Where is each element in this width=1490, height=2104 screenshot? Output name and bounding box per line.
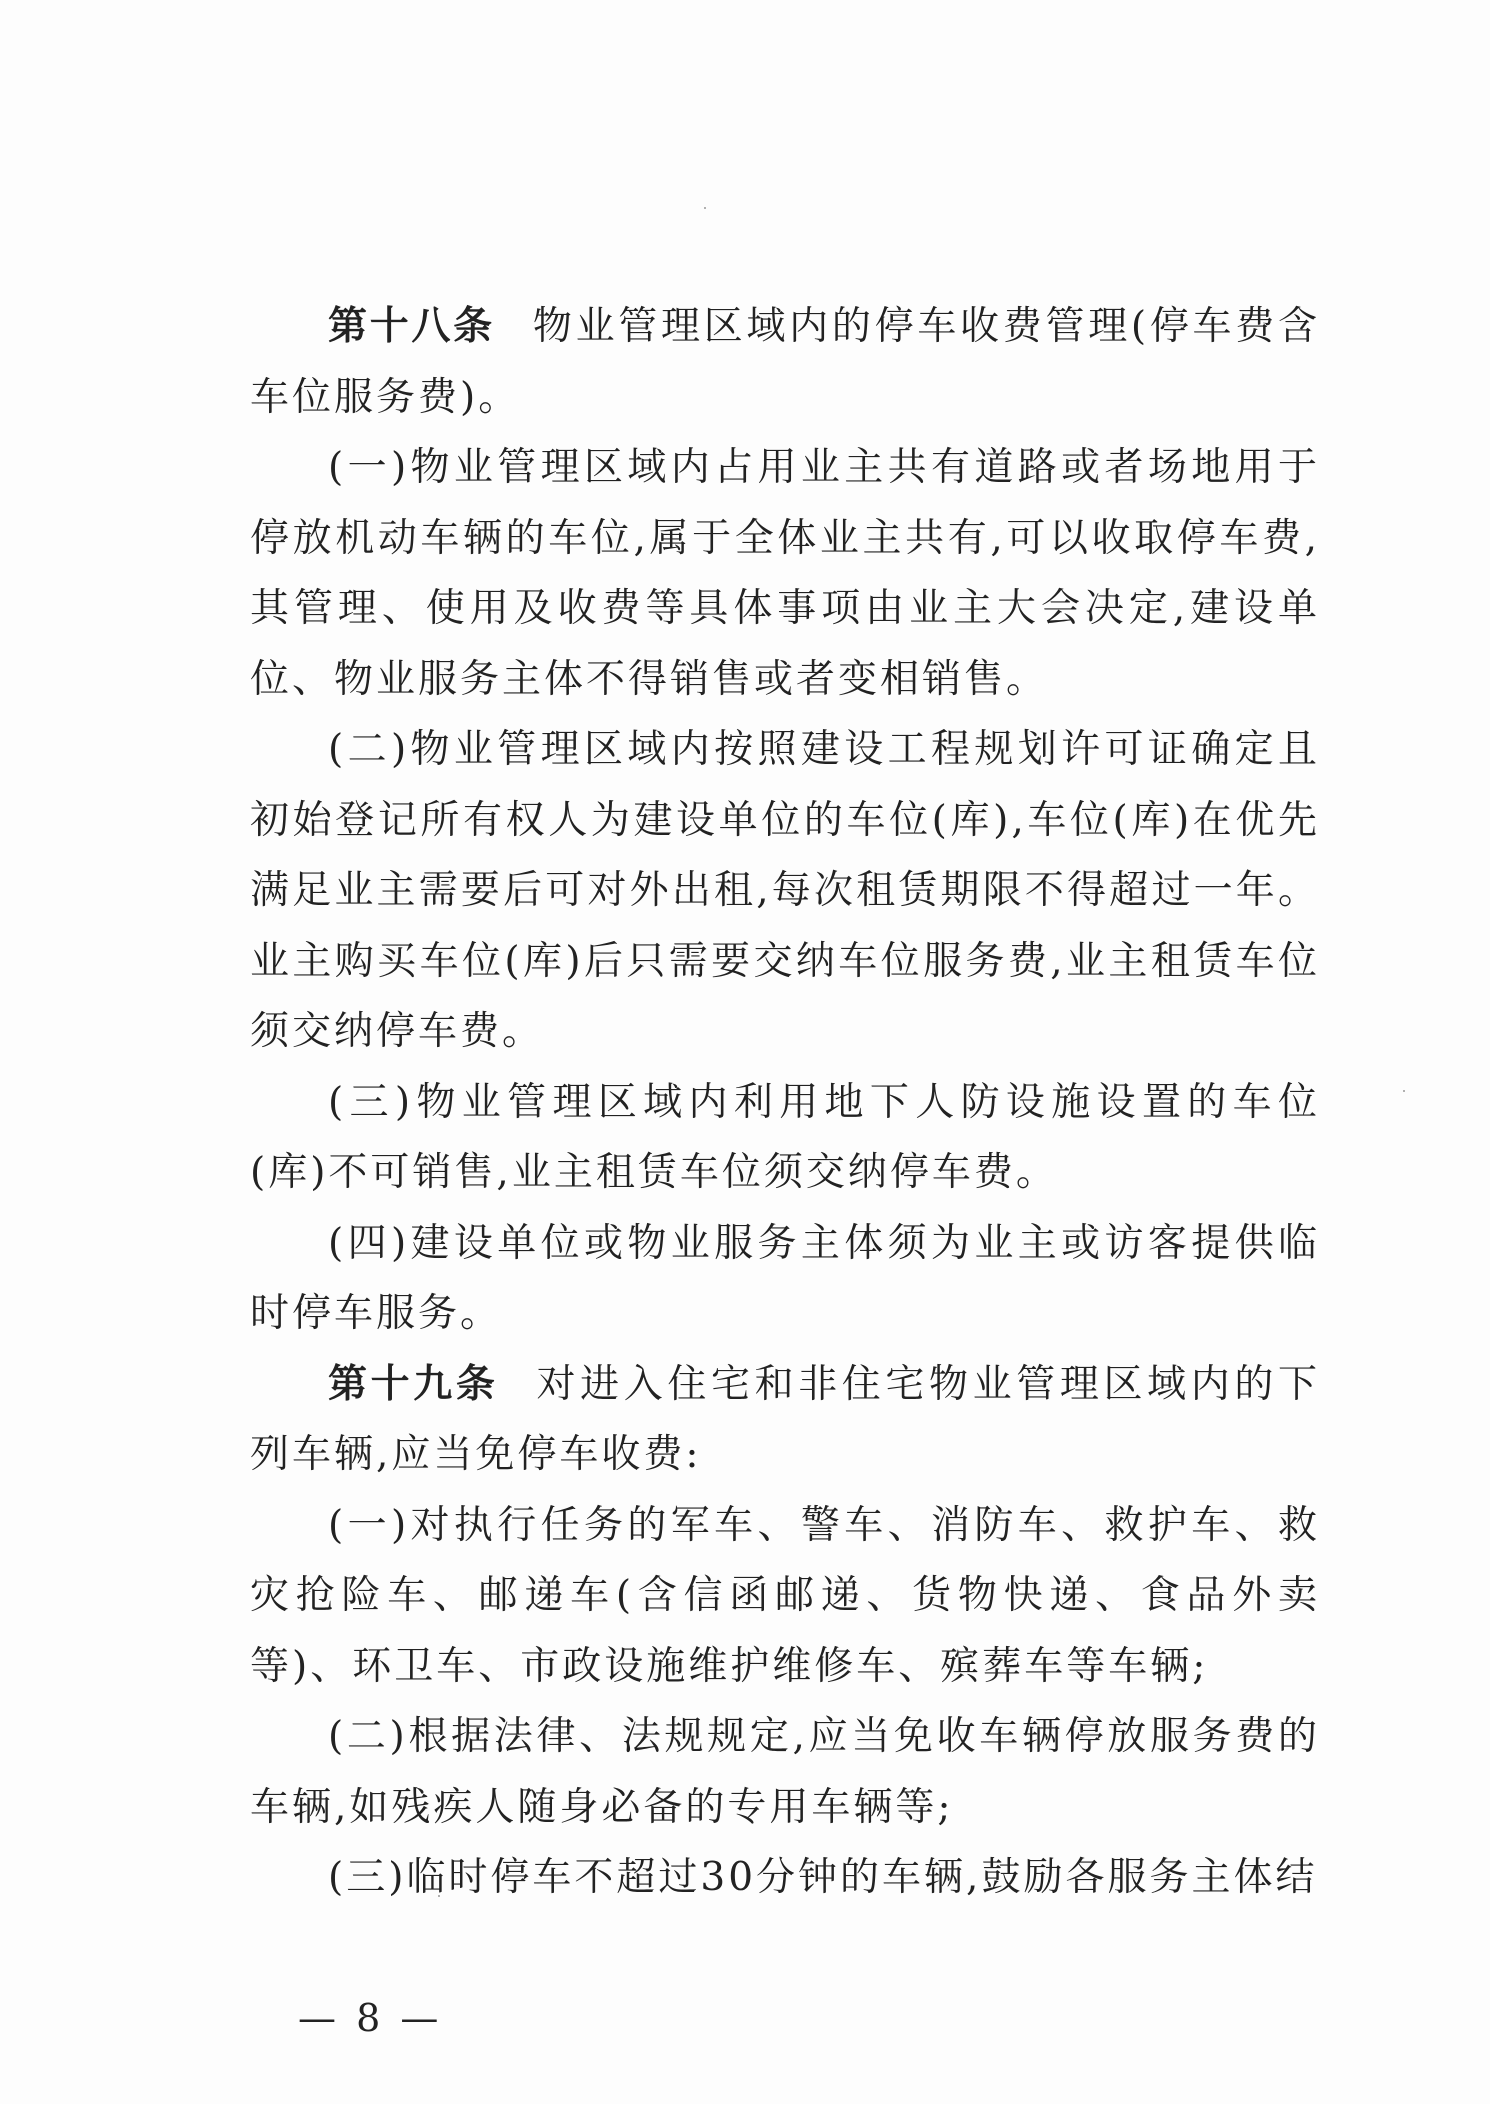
- article-19-item-2: (二)根据法律、法规规定,应当免收车辆停放服务费的车辆,如残疾人随身必备的专用车辆等;: [250, 1714, 1320, 1830]
- article-18-item-3: (三)物业管理区域内利用地下人防设施设置的车位(库)不可销售,业主租赁车位须交纳停车费。: [250, 1079, 1320, 1195]
- article-18-item-2: (二)物业管理区域内按照建设工程规划许可证确定且初始登记所有权人为建设单位的车位(库),车位(库)在优先满足业主需要后可对外出租,每次租赁期限不得超过一年。业主购买车位(库)后只需要交纳车位服务费,业主租赁车位须交纳停车费。: [250, 727, 1320, 1054]
- page-number: — 8 —: [298, 1996, 443, 2040]
- scan-speck: [1403, 1090, 1405, 1092]
- document-body: [250, 292, 1320, 1914]
- article-heading: 第十九条: [328, 1361, 499, 1407]
- scan-speck: [704, 207, 706, 209]
- article-18-item-4: (四)建设单位或物业服务主体须为业主或访客提供临时停车服务。: [250, 1220, 1320, 1336]
- article-19: [250, 1350, 1320, 1491]
- article-heading: 第十八条: [328, 304, 495, 349]
- article-18: [250, 292, 1320, 433]
- article-19-item-1: (一)对执行任务的军车、警车、消防车、救护车、救灾抢险车、邮递车(含信函邮递、货物快递、食品外卖等)、环卫车、市政设施维护维修车、殡葬车等车辆;: [250, 1502, 1320, 1689]
- article-18-item-1: (一)物业管理区域内占用业主共有道路或者场地用于停放机动车辆的车位,属于全体业主共有,可以收取停车费,其管理、使用及收费等具体事项由业主大会决定,建设单位、物业服务主体不得销售或者变相销售。: [250, 445, 1320, 702]
- article-text: 对进入住宅和非住宅物业管理区域内的下列车辆,应当免停车收费:: [250, 1361, 1320, 1477]
- article-19-item-3: (三)临时停车不超过30分钟的车辆,鼓励各服务主体结: [328, 1855, 1318, 1900]
- article-text: 物业管理区域内的停车收费管理(停车费含车位服务费)。: [250, 304, 1320, 420]
